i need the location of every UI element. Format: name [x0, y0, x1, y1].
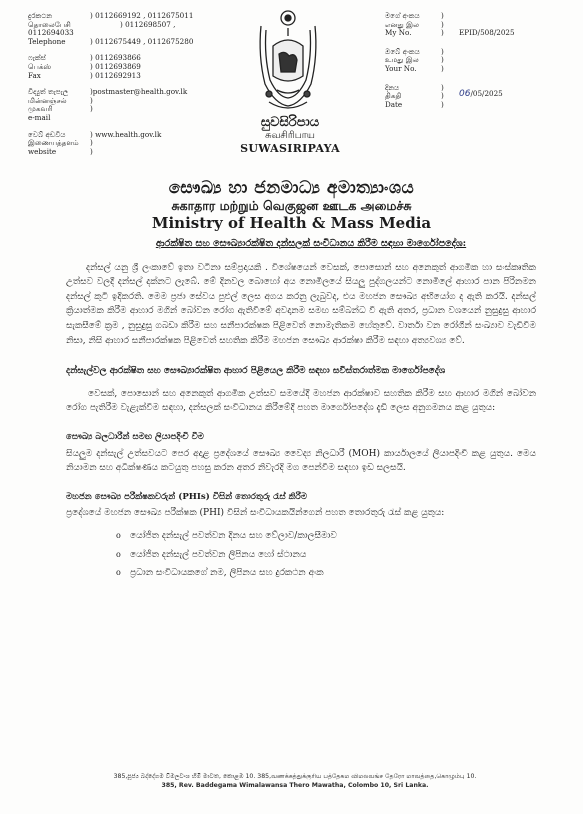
website-paren-2: )	[90, 138, 93, 148]
fax-label-en: Fax	[28, 70, 41, 80]
footer-address-si-ta: 385,පූජ්‍ය බද්දේගම විමලවංශ හිමි මාවත, කොළඹ 10. 385,வணக்கத்துக்குரிய பத்தேகம விமலவங்ச தேரோ மாவத்தை,கொழும்பு 10.	[113, 773, 477, 780]
ministry-tamil: சுகாதார மற்றும் வெகுஜன ஊடக அமைச்சு	[171, 198, 412, 213]
date-paren-1: )	[441, 82, 444, 92]
email-label-si: විද්‍යුත් තැපැල	[28, 87, 69, 97]
phone-row	[28, 12, 228, 46]
my-no-paren-1: )	[441, 11, 444, 20]
my-no-label-ta: எனது இல	[385, 19, 420, 29]
reference-block	[385, 12, 565, 119]
email-label-ta: மின்னஞ்சல் முகவரி	[28, 95, 67, 114]
your-no-paren-1: )	[441, 46, 444, 56]
list-item-text: යෝජිත දන්සැල් පවත්වන ලිපිනය හෝ ස්ථානය	[130, 549, 307, 560]
fax-value-2: ) 0112693869	[90, 61, 141, 71]
website-label-si: වෙබ් අඩවිය	[28, 129, 66, 139]
registration-paragraph: සියලුම දන්සැල් උත්සවයට පෙර අදාළ ප්‍රදේශයේ සෞඛ්‍ය වෛද්‍ය නිලධාරී (MOH) කාර්යාලයේ ලියාපදිංචි කළ යුතුය. මෙය නියාමන සහ අධීක්ෂණය කටයුතු පහසු කරන අතර නිවැරදි මග පෙන්වීම සඳහා ඉඩ සලසයි.	[66, 448, 536, 474]
phone-label-ta: தொலைபேசி	[28, 19, 71, 29]
your-no-label-en: Your No.	[385, 63, 417, 73]
fax-label-ta: பெக்ஸ்	[28, 61, 52, 71]
website-label-en: website	[28, 146, 57, 156]
guidelines-heading: දන්සැල්වල ආරක්ෂිත සහ සෞඛ්‍යාරක්ෂිත ආහාර පිළියෙල කිරීම සඳහා සවිස්තරාත්මක මාර්ගෝපදේශ	[66, 366, 446, 377]
letter-body	[66, 237, 536, 585]
phi-paragraph: ප්‍රදේශයේ මහජන සෞඛ්‍ය පරීක්ෂක (PHI) විසින් සංවිධායකයින්ගෙන් පහත තොරතුරු රැස් කළ යුතුය:	[66, 508, 445, 519]
bullet-icon: o	[116, 549, 121, 559]
website-label-ta: இணையத்தளம்	[28, 138, 79, 148]
my-no-label-si: මගේ අංකය	[385, 11, 420, 20]
fax-value-3: ) 0112692913	[90, 70, 141, 80]
your-no-label-ta: உமது இல	[385, 55, 419, 65]
ministry-english: Ministry of Health & Mass Media	[151, 214, 432, 232]
phone-value-2: ) 0112698507 ,	[120, 19, 176, 29]
my-no-value: EPID/508/2025	[459, 28, 515, 37]
list-item-text: ප්‍රධාන සංවිධායකගේ නම, ලිපිනය සහ දුරකථන අංක	[130, 568, 324, 579]
date-label-ta: திகதி	[385, 91, 402, 101]
date-paren-3: )	[441, 99, 444, 109]
email-paren-3: )	[90, 104, 93, 114]
phone-label-en: Telephone	[28, 36, 66, 46]
date-paren-2: )	[441, 91, 444, 101]
phone-value-4: ) 0112675449 , 0112675280	[90, 36, 194, 46]
your-no-paren-2: )	[441, 55, 444, 65]
ministry-sinhala: සෞඛ්‍ය හා ජනමාධ්‍ය අමාත්‍යාංශය	[168, 178, 415, 198]
my-no-row	[385, 12, 565, 38]
list-item-text: යෝජිත දන්සැල් පවත්වන දිනය සහ වේලාව/කාලසීමාව	[130, 530, 337, 541]
contact-block	[28, 12, 228, 160]
email-label-en: e-mail	[28, 112, 51, 122]
bullet-icon: o	[116, 568, 121, 578]
phone-label-si: දුරකථන	[28, 11, 53, 20]
ministry-header	[0, 178, 583, 232]
brand-english: SUWASIRIPAYA	[240, 142, 340, 155]
my-no-paren-2: )	[441, 19, 444, 29]
registration-heading: සෞඛ්‍ය බලධාරීන් සමඟ ලියාපදිංචි වීම	[66, 431, 204, 442]
email-row	[28, 88, 228, 122]
list-item	[116, 529, 536, 544]
guidelines-paragraph: වෙසක්, පොසොන් සහ අනෙකුත් ආගමික උත්සව සමයේදී මහජන ආරක්ෂාව සහතික කිරීම සහ ආහාර මගින් බෝවන රෝග පැතිරීම වැළැක්වීම සඳහා, දන්සලක් සංවිධානය කිරීමේදී පහත මාර්ගෝපදේශ දැඩි ලෙස අනුගමනය කළ යුතුය:	[66, 388, 536, 414]
document-title: ආරක්ෂිත සහ සෞඛ්‍යාරක්ෂිත දන්සලක් සංවිධානය කිරීම සඳහා මාර්ගෝපදේශ:	[155, 238, 467, 249]
date-label-en: Date	[385, 99, 403, 109]
footer-address-en: 385, Rev. Baddegama Wimalawansa Thero Mawatha, Colombo 10, Sri Lanka.	[161, 782, 429, 789]
website-row	[28, 131, 228, 157]
sri-lanka-emblem-icon	[255, 6, 321, 116]
brand-tamil: சுவசிரிபாய	[265, 130, 315, 141]
bullet-icon: o	[116, 530, 121, 540]
date-handwritten-day: 06	[459, 88, 471, 99]
info-bullet-list	[116, 529, 536, 581]
your-no-paren-3: )	[441, 63, 444, 73]
website-paren-3: )	[90, 146, 93, 156]
fax-value-1: ) 0112693866	[90, 53, 141, 63]
your-no-row	[385, 48, 565, 74]
phone-value-3: 0112694033	[28, 28, 74, 38]
website-value: ) www.health.gov.lk	[90, 129, 162, 139]
fax-label-si: ෆැක්ස්	[28, 53, 46, 63]
list-item	[116, 566, 536, 581]
intro-paragraph: දන්සල් යනු ශ්‍රී ලංකාවේ ඉතා වටිනා සම්ප්‍රදායකි . විශේෂයෙන් වෙසක්, පොසොන් සහ අනෙකුත් ආගමික හා සංස්කෘතික උත්සව වලදී දන්සල් දක්නට ලැබේ. මේ දිනවල බොහෝ අය නොමිලයේ සියලු පුද්ගලයන්ට නොමිලේ ආහාර පාන පිරිනමන දන්සල් කුටි ඉදිකරති. මෙම ප්‍රජා සේවය පුළුල් ලෙස අගය කරනු ලැබුවද, එය මහජන සෞඛ්‍ය අභියෝග ද ඇති කරයි. දන්සල් ක්‍රියාත්මක කිරීම ආහාර මගින් බෝවන රෝග ඇතිවීමේ අවදානම සමඟ සම්බන්ධ වී ඇති අතර, ප්‍රධාන වශයෙන් නුසුදුසු ආහාර සැකසීමේ ක්‍රම , නුසුදුසු ගබඩා කිරීම සහ සනීපාරක්ෂක පිළිවෙත් නොමැතිකම හේතුවේ. වාර්තා වන රෝගීන් සංඛ්‍යාව වැඩිවීම නිසා, නිසි ආහාර සනීපාරක්ෂක පිළිවෙත් සහතික කිරීම මහජන සෞඛ්‍ය ආරක්ෂා කිරීම සඳහා අත්‍යවශ්‍ය වේ.	[66, 262, 536, 346]
phone-value-1: ) 0112669192 , 0112675011	[90, 11, 194, 20]
my-no-paren-3: )	[441, 28, 444, 38]
date-printed: /05/2025	[470, 88, 503, 98]
your-no-label-si: ඔබේ අංකය	[385, 46, 420, 56]
fax-row	[28, 54, 228, 80]
brand-sinhala: සුවසිරිපාය	[260, 115, 320, 130]
email-value: )postmaster@health.gov.lk	[90, 87, 188, 97]
list-item	[116, 548, 536, 563]
my-no-label-en: My No.	[385, 28, 412, 38]
brand-block	[230, 116, 350, 155]
date-label-si: දිනය	[385, 82, 400, 92]
address-footer	[30, 772, 560, 790]
phi-heading: මහජන සෞඛ්‍ය පරීක්ෂකවරුන් (PHIs) විසින් තොරතුරු රැස් කිරීම	[66, 491, 308, 502]
date-row	[385, 84, 565, 110]
email-paren-2: )	[90, 95, 93, 105]
